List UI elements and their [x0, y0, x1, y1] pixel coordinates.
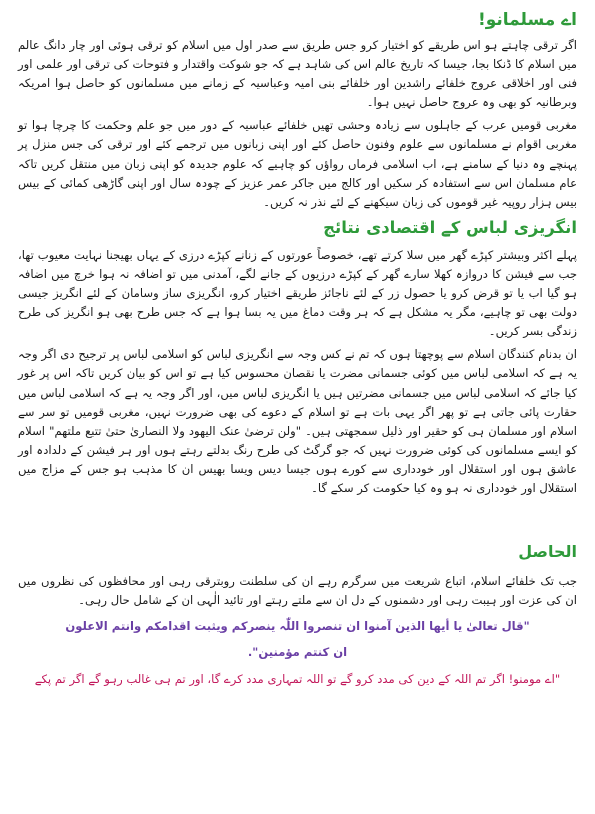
- paragraph-progress: اگر ترقی چاہتے ہو اس طریقے کو اختیار کرو جس طریق سے صدر اول میں اسلام کو ترقی ہوئی اور چار دانگ عالم میں اسلام کا ڈنکا بجا، جیسا کہ تاریخ عالم اس کی شاہد ہے کہ جو شوکت واقتدار و فتوحات کی ترقی اور علمی اور فنی اور اخلاقی عروج خلفائے راشدین اور خلفائے بنی امیہ وعباسیہ کے زمانے میں مسلمانوں کو حاصل ہوا امریکہ وبرطانیہ کو بھی وہ عروج حاصل نہیں ہوا۔: [18, 38, 577, 110]
- paragraph-islamic-dress: ان بدنام کنندگان اسلام سے پوچھتا ہوں کہ تم نے کس وجہ سے انگریزی لباس کو اسلامی لباس پر ترجیح دی اگر وجہ یہ ہے کہ اسلامی لباس میں کوئی جسمانی مضرت یا نقصان محسوس کیا ہے تو اس کو بیان کریں تاکہ اس پر غور کیا جائے کہ اسلامی لباس میں جسمانی مضرتیں ہیں یا انگریزی لباس میں، اور اگر وجہ یہ ہے کہ اسلامی لباس میں حقارت پائی جاتی ہے تو پھر اگر یہی بات ہے تو اسلام کے دعوے کی بھی ضرورت نہیں، مغربی قومیں تو سر سے اسلام اور مسلمان ہی کو حقیر اور ذلیل سمجھتی ہیں۔ "ولن ترضیٰ عنک الیهود ولا النصاریٰ حتیٰ تتبع ملتهم" اسلام کو ایسے مسلمانوں کی کوئی ضرورت نہیں کہ جو گرگٹ کی طرح رنگ بدلتے رہتے ہوں اور ہر فیشن کے دلدادہ اور عاشق ہوں اور استقلال اور خودداری سے کورے ہوں جیسا دیس ویسا بھیس ان کا مذہب ہو جس کے مزاج میں استقلال اور خودداری نہ ہو وہ کیا حکومت کر سکے گا۔: [18, 347, 577, 495]
- section-heading-economic: انگریزی لباس کے اقتصادی نتائج: [323, 217, 577, 237]
- section-heading-intro: اے مسلمانو!: [477, 10, 577, 30]
- arabic-verse-line-1: "قال تعالیٰ یا أیها الذین آمنوا ان تنصروا اللّٰہ ینصرکم ویثبت اقدامکم وانتم الاعلون: [65, 619, 530, 634]
- paragraph-western-nations: مغربی قومیں عرب کے جاہلوں سے زیادہ وحشی تھیں خلفائے عباسیہ کے دور میں جو علم وحکمت کا چرچا ہوا تو مغربی اقوام نے مسلمانوں سے علوم وفنون حاصل کئے اور اپنی زبانوں میں ترجمے کئے اور ترقی کی جس منزل پر پہنچے وہ دنیا کے سامنے ہے، اب اسلامی فرماں رواؤں کو چاہیے کہ علوم جدیدہ کو اپنی زبان میں منتقل کریں تاکہ عام مسلمان اس سے استفادہ کر سکیں اور کالج میں جاکر عمر عزیز کے چودہ سال اور اپنی گاڑھی کمائی کے بیس بیس ہزار روپیہ غیر قوموں کی زبان سیکھنے کے لئے نذر نہ کریں۔: [18, 118, 577, 209]
- section-heading-conclusion: الحاصل: [518, 542, 577, 562]
- urdu-translation: "اے مومنو! اگر تم اللہ کے دین کی مدد کرو گے تو اللہ تمہاری مدد کرے گا، اور تم ہی غالب رہو گے اگر تم پکے: [34, 672, 561, 687]
- paragraph-tailoring: پہلے اکثر وبیشتر کپڑے گھر میں سلا کرتے تھے، خصوصاً عورتوں کے زنانے کپڑے درزی کے یہاں بھیجنا نہایت معیوب تھا، جب سے فیشن کا دروازہ کھلا سارے گھر کے کپڑے درزیوں کے جانے لگے، آمدنی میں تو اضافہ نہ ہوا خرچ میں اضافہ ہو گیا اب یا تو قرض کرو یا حصول زر کے لئے ناجائز طریقے اختیار کرو، انگریزی ساز وسامان کے لئے انگریز جیسی دولت بھی تو چاہیے، مگر یہ مشکل ہے کہ ہر وقت دماغ میں یہ بسا ہوا ہے کہ جس طرح بھی ہو انگریز کی طرح زندگی بسر کریں۔: [18, 247, 577, 339]
- paragraph-caliphs: جب تک خلفائے اسلام، اتباع شریعت میں سرگرم رہے ان کی سلطنت روبترقی رہی اور محافظوں کی نظروں میں ان کی عزت اور ہیبت رہی اور دشمنوں کے دل ان سے ملتے رہتے اور تائید الٰہی ان کے شامل حال رہی۔: [18, 574, 577, 608]
- arabic-verse-line-2: ان کنتم مؤمنین".: [247, 645, 348, 660]
